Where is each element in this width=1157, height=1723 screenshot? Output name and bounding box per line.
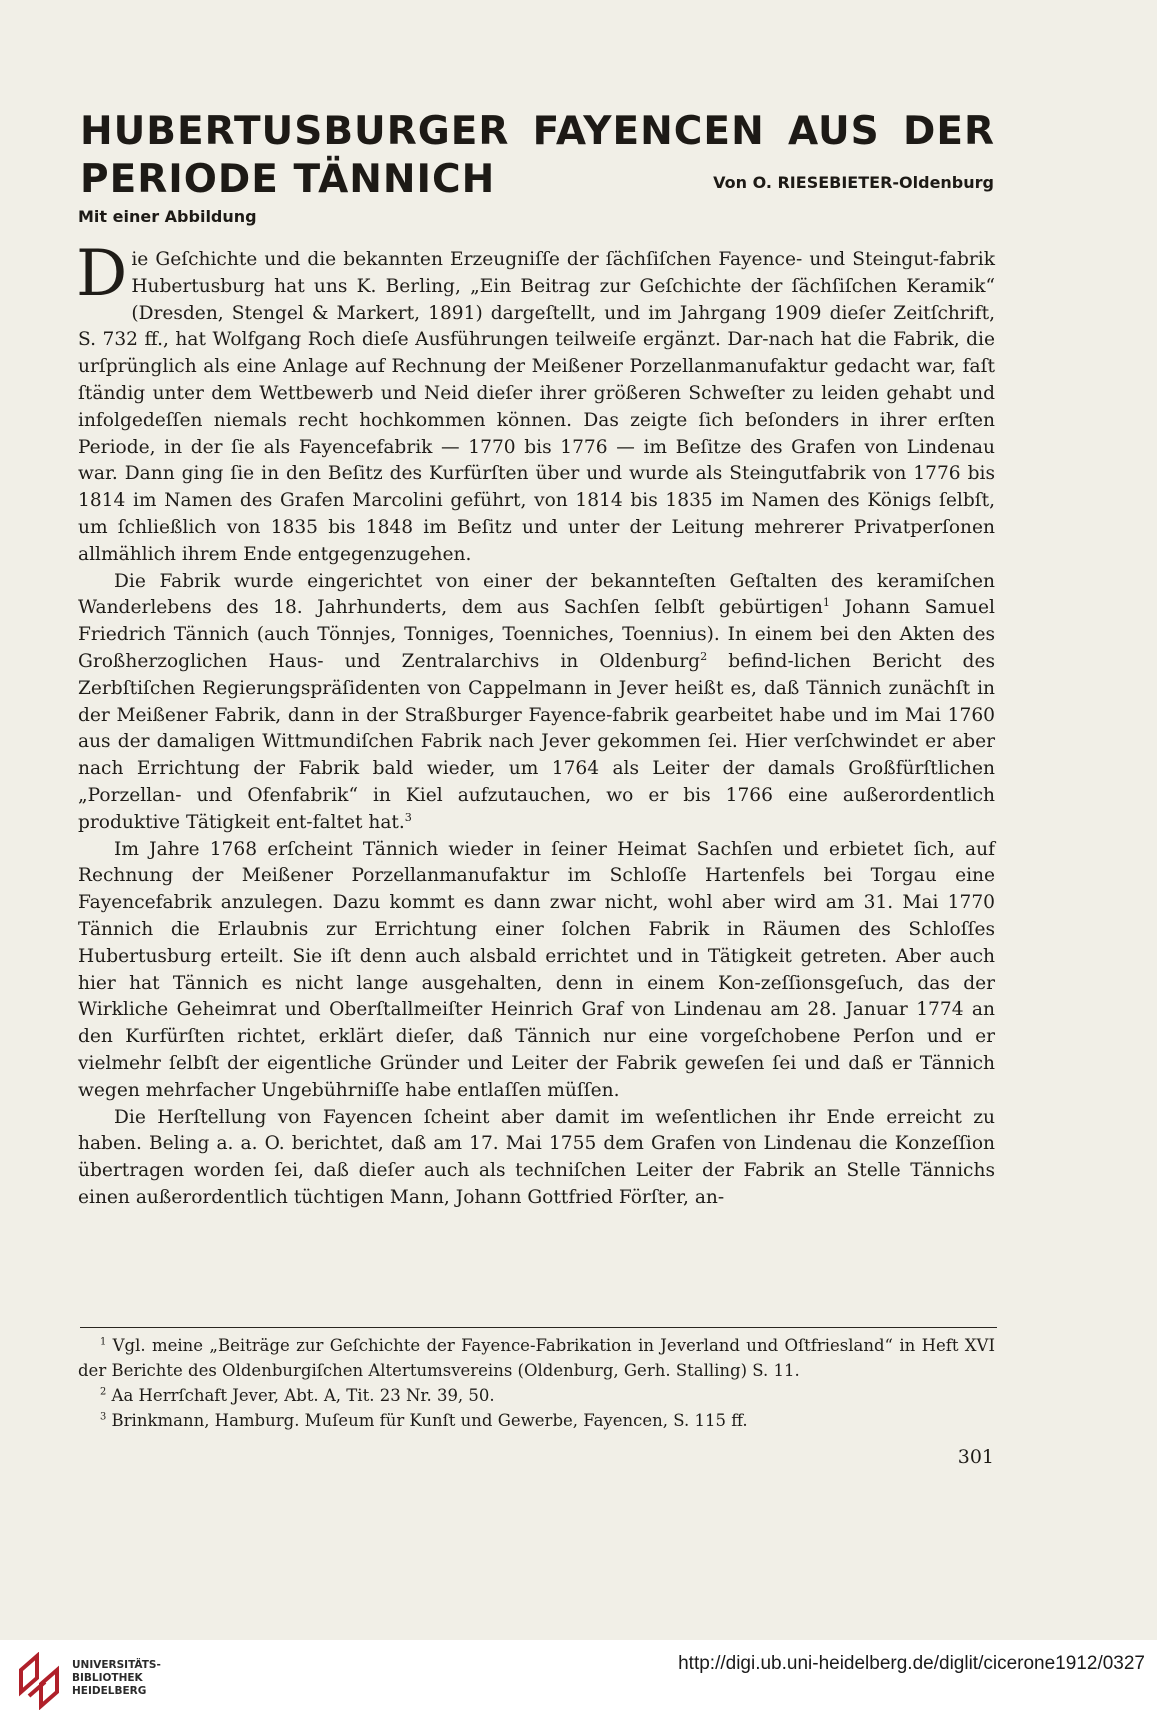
footnote-divider (80, 1327, 997, 1328)
footnotes (78, 1333, 995, 1433)
library-logo-icon (15, 1652, 63, 1710)
paragraph-1-text: ie Geſchichte und die bekannten Erzeugniſſe der ſächſiſchen Fayence- und Steingut-fabrik Hubertusburg hat uns K. Berling, „Ein Beitrag zur Geſchichte der ſächſiſchen Keramik“ (Dresden, Stengel & Markert, 1891) dargeſtellt, und im Jahrgang 1909 dieſer Zeitſchrift, S. 732 ff., hat Wolfgang Roch dieſe Ausführungen teilweiſe ergänzt. Dar-nach hat die Fabrik, die urſprünglich als eine Anlage auf Rechnung der Meißener Porzellanmanufaktur gedacht war, faſt ſtändig unter dem Wettbewerb und Neid dieſer ihrer größeren Schweſter zu leiden gehabt und infolgedeſſen niemals recht hochkommen können. Das zeigte ſich beſonders in ihrer erſten Periode, in der ſie als Fayencefabrik — 1770 bis 1776 — im Beſitze des Grafen von Lindenau war. Dann ging ſie in den Beſitz des Kurfürſten über und wurde als Steingutfabrik von 1776 bis 1814 im Namen des Grafen Marcolini geführt, von 1814 bis 1835 im Namen des Königs ſelbſt, um ſchließlich von 1835 bis 1848 im Beſitz und unter der Leitung mehrerer Privatperſonen allmählich ihrem Ende entgegenzugehen. (78, 249, 995, 565)
paragraph-3: Im Jahre 1768 erſcheint Tännich wieder in ſeiner Heimat Sachſen und erbietet ſich, auf Rechnung der Meißener Porzellanmanufaktur im Schloſſe Hartenfels bei Torgau eine Fayencefabrik anzulegen. Dazu kommt es dann zwar nicht, wohl aber wird am 31. Mai 1770 Tännich die Erlaubnis zur Errichtung einer ſolchen Fabrik in Räumen des Schloſſes Hubertusburg erteilt. Sie iſt denn auch alsbald errichtet und in Tätigkeit getreten. Aber auch hier hat Tännich es nicht lange ausgehalten, denn in einem Kon-zeſſionsgeſuch, das der Wirkliche Geheimrat und Oberſtallmeiſter Heinrich Graf von Lindenau am 28. Januar 1774 an den Kurfürſten richtet, erklärt dieſer, daß Tännich nur eine vorgeſchobene Perſon und er vielmehr ſelbſt der eigentliche Gründer und Leiter der Fabrik geweſen ſei und daß er Tännich wegen mehrfacher Ungebührniſſe habe entlaſſen müſſen. (78, 838, 995, 1101)
footnote-mark: 3 (100, 1411, 107, 1423)
drop-cap: D (76, 237, 128, 311)
footnote-3 (78, 1408, 995, 1433)
paragraph-2-text-b: Johann Samuel Friedrich Tännich (auch Tönnjes, Tonniges, Toenniches, Toennius). In einem bei den Akten des Großherzoglichen Haus- und Zentralarchivs in Oldenburg (78, 597, 995, 672)
article-title-line-1: HUBERTUSBURGER FAYENCEN AUS DER (80, 109, 995, 154)
footnote-mark: 1 (100, 1336, 107, 1348)
library-name-line-3: HEIDELBERG (72, 1685, 147, 1697)
library-name-line-1: UNIVERSITÄTS- (72, 1659, 161, 1671)
paragraph-4: Die Herſtellung von Fayencen ſcheint aber damit im weſentlichen ihr Ende erreicht zu haben. Beling a. a. O. berichtet, daß am 17. Mai 1755 dem Grafen von Lindenau die Konzeſſion übertragen worden ſei, daß dieſer auch als techniſchen Leiter der Fabrik an Stelle Tännichs einen außerordentlich tüchtigen Mann, Johann Gottfried Förſter, an- (78, 1106, 995, 1208)
paragraph-2 (78, 569, 995, 837)
paragraph-2-text-c: befind-lichen Bericht des Zerbſtiſchen Regierungspräſidenten von Cappelmann in Jever heißt es, daß Tännich zunächſt in der Meißener Fabrik, dann in der Straßburger Fayence-fabrik gearbeitet habe und im Mai 1760 aus der damaligen Wittmundiſchen Fabrik nach Jever gekommen ſei. Hier verſchwindet er aber nach Errichtung der Fabrik bald wieder, um 1764 als Leiter der damals Großfürſtlichen „Porzellan- und Ofenfabrik“ in Kiel aufzutauchen, wo er bis 1766 eine außerordentlich produktive Tätigkeit ent-faltet hat. (78, 650, 995, 833)
article-body (76, 237, 995, 1212)
footnote-text: Brinkmann, Hamburg. Muſeum für Kunſt und Gewerbe, Fayencen, S. 115 ff. (106, 1411, 748, 1430)
footnote-1 (78, 1333, 995, 1383)
article-subtitle: Mit einer Abbildung (78, 207, 257, 226)
footnote-text: Vgl. meine „Beiträge zur Geſchichte der Fayence-Fabrikation in Jeverland und Oſtfriesland“ in Heft XVI der Berichte des Oldenburgiſchen Altertumsvereins (Oldenburg, Gerh. Stalling) S. 11. (78, 1336, 995, 1380)
library-name-line-2: BIBLIOTHEK (72, 1672, 143, 1684)
article-title-line-2: PERIODE TÄNNICH (80, 157, 496, 202)
page-number: 301 (957, 1446, 994, 1468)
footnote-2 (78, 1383, 995, 1408)
footnote-ref-2: 2 (700, 649, 708, 663)
footnote-text: Aa Herrſchaft Jever, Abt. A, Tit. 23 Nr. 39, 50. (106, 1386, 495, 1405)
paragraph-1 (76, 237, 995, 569)
paragraph-2-text-a: Die Fabrik wurde eingerichtet von einer der bekannteſten Geſtalten des keramiſchen Wanderlebens des 18. Jahrhunderts, dem aus Sachſen ſelbſt gebürtigen (78, 570, 995, 619)
footnote-ref-1: 1 (822, 596, 830, 610)
library-name (72, 1659, 161, 1698)
permalink-url[interactable]: http://digi.ub.uni-heidelberg.de/diglit/cicerone1912/0327 (678, 1653, 1145, 1674)
footnote-mark: 2 (100, 1386, 107, 1398)
author-byline: Von O. RIESEBIETER-Oldenburg (713, 173, 994, 192)
footnote-ref-3: 3 (404, 810, 412, 824)
